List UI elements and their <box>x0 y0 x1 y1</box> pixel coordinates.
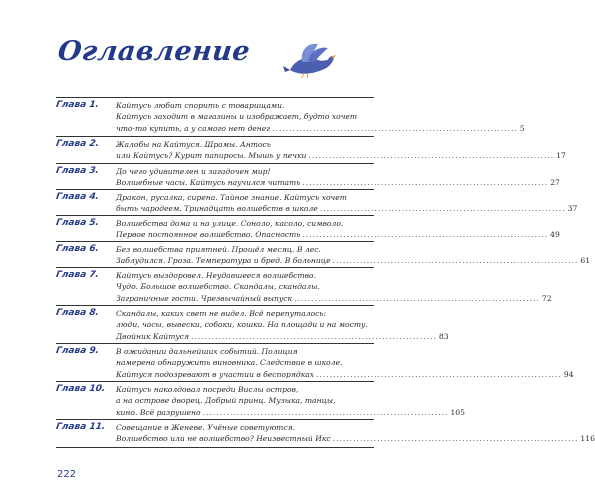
entry-line: Кайтусь любит спорить с товарищами. <box>116 101 285 110</box>
entry-line: что-то купить, а у самого нет денег <box>116 123 271 133</box>
page-ref: 61 <box>580 256 591 266</box>
chapter-label: Глава 5. <box>55 218 100 228</box>
chapter-label: Глава 4. <box>55 192 100 202</box>
entry-line: Кайтусь заходит в магазины и изображает, будто хочет <box>116 112 358 122</box>
page-ref: 27 <box>550 178 560 188</box>
divider <box>56 97 374 98</box>
page-ref: 116 <box>580 434 595 444</box>
entry-line: кино. Всё разрушено <box>116 407 201 417</box>
divider <box>56 447 374 448</box>
entry-line: Чудо. Большое волшебство. Скандалы, скандалы. <box>116 282 320 292</box>
divider <box>56 267 374 268</box>
entry-line: Жалобы на Кайтуся. Шрамы. Антось <box>116 140 271 149</box>
page-ref: 94 <box>563 369 574 379</box>
entry-line: Двойник Кайтуся <box>116 331 190 341</box>
page-title: Оглавление <box>56 36 252 67</box>
divider <box>56 189 374 190</box>
entry-line: а на острове дворец. Добрый принц. Музыка, танцы, <box>116 396 336 406</box>
divider <box>56 215 374 216</box>
page-ref: 5 <box>519 123 525 133</box>
entry-line: быть чародеем. Тринадцать волшебств в школе <box>116 204 318 214</box>
chapter-label: Глава 8. <box>55 308 100 318</box>
divider <box>56 381 374 382</box>
page-ref: 37 <box>567 204 578 214</box>
entry-line: Кайтуся подозревают в участии в беспорядках <box>116 369 315 379</box>
entry-line: Волшебства дома и на улице. Соноло, касоло, символо. <box>116 219 344 228</box>
chapter-label: Глава 2. <box>55 139 100 149</box>
entry-line: намерена обнаружить виновника. Следствие в школе. <box>116 358 343 368</box>
chapter-label: Глава 11. <box>55 422 106 432</box>
page-ref: 83 <box>438 331 449 341</box>
chapter-label: Глава 9. <box>55 346 100 356</box>
entry-line: Кайтусь наколдовал посреди Вислы остров, <box>116 385 299 394</box>
divider <box>56 163 374 164</box>
page-ref: 72 <box>541 293 552 303</box>
page-ref: 17 <box>556 151 566 161</box>
page-ref: 105 <box>450 407 465 417</box>
entry-line: люди, часы, вывески, собаки, кошки. На площади и на мосту. <box>116 320 368 330</box>
page-number: 222 <box>57 469 77 480</box>
entry-line: или Кайтусь? Курит папиросы. Мышь у печки <box>116 151 307 161</box>
entry-line: Заграничные гости. Чрезвычайный выпуск <box>116 293 293 303</box>
entry-line: Волшебные часы. Кайтусь научился читать <box>116 178 301 188</box>
entry-line: Кайтусь выздоровел. Неудавшееся волшебство. <box>116 271 317 280</box>
chapter-label: Глава 7. <box>55 270 100 280</box>
bird-illustration <box>282 40 336 84</box>
entry-line: До чего удивителен и загадочен мир! <box>116 167 271 176</box>
chapter-label: Глава 3. <box>55 166 100 176</box>
divider <box>56 136 374 137</box>
divider <box>56 305 374 306</box>
entry-line: Скандалы, каких свет не видел. Всё перепуталось: <box>116 309 327 318</box>
entry-line: Волшебство или не волшебство? Неизвестный Икс <box>116 434 331 444</box>
entry-line: В ожидании дальнейших событий. Полиция <box>116 347 298 356</box>
page-ref: 49 <box>550 230 560 240</box>
entry-line: Первое постоянное волшебство. Опасность <box>116 230 301 240</box>
divider <box>56 241 374 242</box>
divider <box>56 419 374 420</box>
divider <box>56 343 374 344</box>
entry-line: Заблудился. Гроза. Температура и бред. В больнице <box>116 256 331 266</box>
entry-line: Дракон, русалка, сирена. Тайное знание. Кайтусь хочет <box>116 193 347 202</box>
chapter-label: Глава 10. <box>55 384 106 394</box>
chapter-label: Глава 6. <box>55 244 100 254</box>
entry-line: Без волшебства приятней. Прошёл месяц. В лес. <box>116 245 321 254</box>
entry-line: Совещание в Женеве. Учёные советуются. <box>116 423 296 432</box>
chapter-label: Глава 1. <box>55 100 100 110</box>
